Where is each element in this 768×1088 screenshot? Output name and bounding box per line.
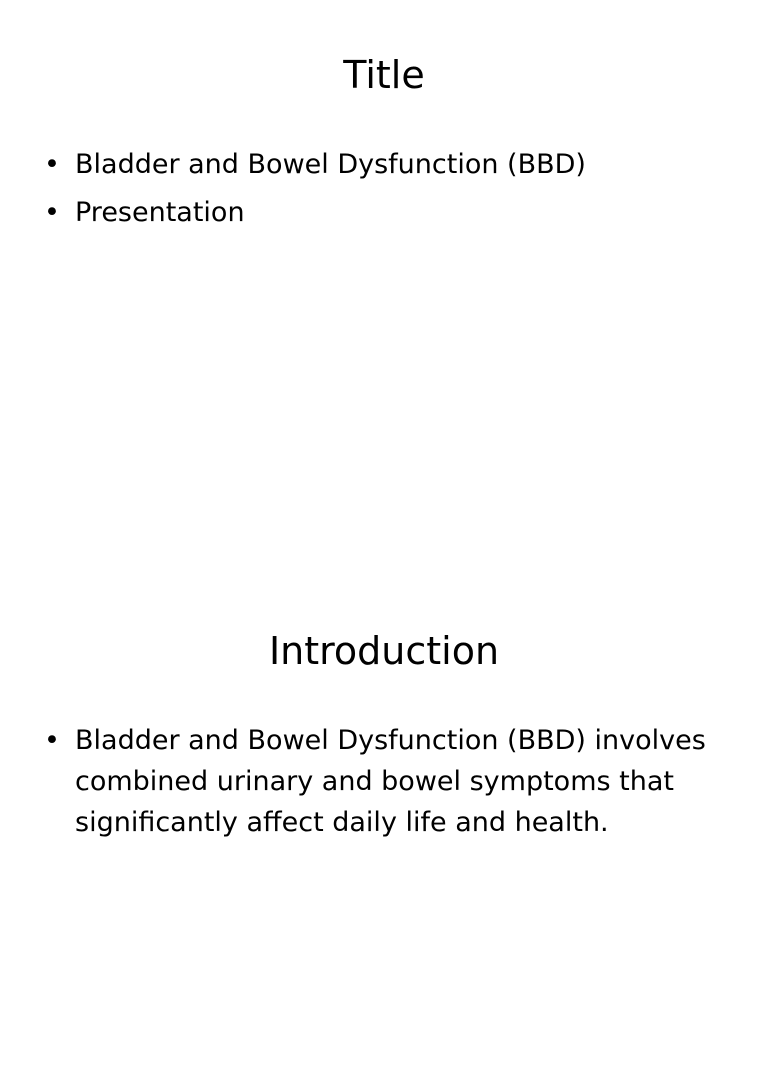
bullet-list <box>40 720 730 850</box>
bullet-item: • Bladder and Bowel Dysfunction (BBD) <box>40 144 730 185</box>
slide-title <box>0 0 768 512</box>
slide-heading: Title <box>343 53 425 97</box>
bullet-list <box>40 144 730 240</box>
slide-introduction <box>0 576 768 1088</box>
bullet-item: • Presentation <box>40 192 730 233</box>
slide-heading: Introduction <box>268 629 500 673</box>
bullet-item: • Bladder and Bowel Dysfunction (BBD) involves combined urinary and bowel symptoms that significantly affect daily life and health. <box>40 720 730 843</box>
